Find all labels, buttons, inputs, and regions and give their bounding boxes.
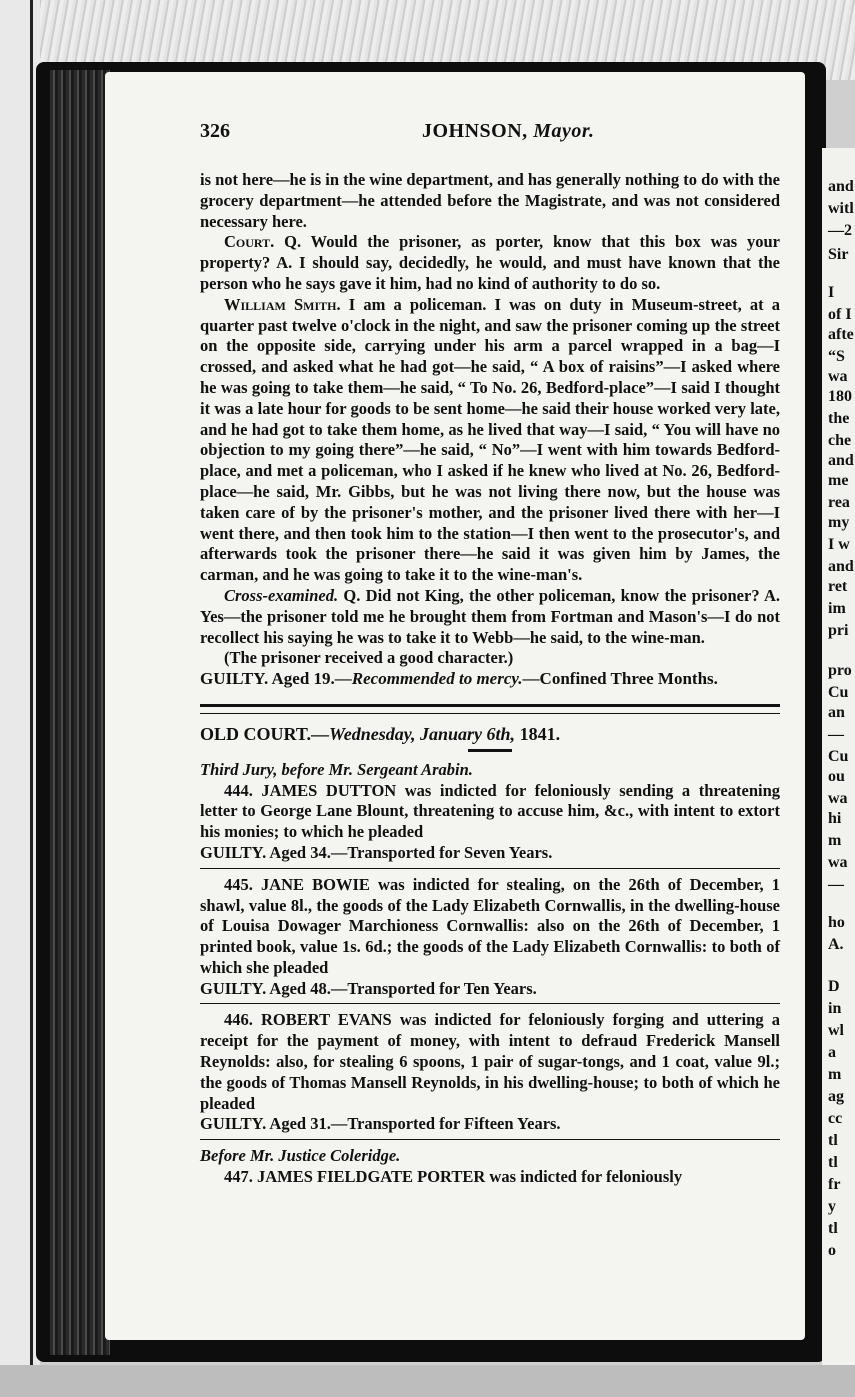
facing-page-fragment: I w [828,536,850,553]
judge-heading: Before Mr. Justice Coleridge. [200,1146,401,1166]
jury-heading: Third Jury, before Mr. Sergeant Arabin. [200,759,473,779]
case-446: 446. ROBERT EVANS was indicted for feloniously forging and uttering a receipt for the payment of money, with intent to defraud Frederick Mansell Reynolds: also, for stealing 6 spoons, 1 pair of sugar-tongs, and 1 coat, value 9l.; the goods of Thomas Mansell Reynolds, in his dwelling-house; to both of which he pleaded [200,1010,780,1113]
case-rule [200,868,780,869]
facing-page-fragment: afte [828,326,854,343]
facing-page-fragment: the [828,410,850,427]
facing-page-fragment: ag [828,1088,844,1105]
facing-page-fragment: im [828,600,846,617]
facing-page-fragment: — [828,726,844,743]
facing-page-fragment: and [828,178,854,195]
verdict-446: GUILTY. Aged 31.—Transported for Fifteen Years. [200,1114,561,1134]
paragraph: Court. Q. Would the prisoner, as porter, know that this box was your property? A. I should say, decidedly, he would, and must have known that the person who he says gave it him, had no kind of authority to do so. [200,232,780,293]
facing-page-fragment: a [828,1044,836,1061]
facing-page-fragment: wa [828,790,848,807]
case-rule [200,1003,780,1004]
page-edges [50,70,110,1355]
facing-page-fragment: Cu [828,684,849,701]
page-number: 326 [200,120,230,142]
facing-page-fragment: 180 [828,388,852,405]
facing-page-fragment: fr [828,1176,841,1193]
scan-bottom [0,1365,855,1397]
facing-page-fragment: wa [828,368,848,385]
paragraph: is not here—he is in the wine department, and has generally nothing to do with the grocery department—he attended before the Magistrate, and was not considered necessary here. [200,170,780,231]
facing-page-fragment: and [828,452,854,469]
facing-page-fragment: —2 [828,222,852,239]
case-rule [200,1139,780,1140]
facing-page-fragment: tl [828,1220,838,1237]
facing-page-fragment: y [828,1198,836,1215]
verdict-445: GUILTY. Aged 48.—Transported for Ten Years. [200,978,537,998]
case-447: 447. JAMES FIELDGATE PORTER was indicted for feloniously [224,1167,683,1187]
facing-page-fragment: my [828,514,850,531]
facing-page-fragment: cc [828,1110,843,1127]
facing-page-fragment: an [828,704,845,721]
case-445: 445. JANE BOWIE was indicted for stealing, on the 26th of December, 1 shawl, value 8l., the goods of the Lady Elizabeth Cornwallis, in the dwelling-house of Louisa Dowager Marchioness Cornwallis: also on the 26th of December, 1 printed book, value 1s. 6d.; the goods of the Lady Elizabeth Cornwallis: to both of which she pleaded [200,874,780,977]
verdict-line: GUILTY. Aged 19.—Recommended to mercy.—Confined Three Months. [200,669,718,689]
scan-margin [0,0,40,1397]
paragraph: Cross-examined. Q. Did not King, the other policeman, know the prisoner? A. Yes—the prisoner told me he brought them from Fortman and Mason's—I do not recollect his saying he was to take it to Webb—he said, to the wine-man. [200,585,780,647]
facing-page-fragment: o [828,1242,836,1259]
running-head: JOHNSON, Mayor. [422,120,595,142]
facing-page-fragment: wa [828,854,848,871]
facing-page-fragment: D [828,978,840,995]
short-rule [468,749,512,752]
facing-page-fragment: che [828,432,852,449]
facing-page-fragment: ou [828,768,845,785]
facing-page-edge [822,148,855,1378]
facing-page-fragment: “S [828,348,845,365]
paragraph: William Smith. I am a policeman. I was on duty in Museum-street, at a quarter past twelve o'clock in the night, and saw the prisoner coming up the street on the opposite side, carrying under his arm a parcel wrapped in a bag—I crossed, and asked what he had got—he said, “ A box of raisins”—I asked where he was going to take them—he said, “ To No. 26, Bedford-place”—I said I thought it was a late hour for goods to be sent home—he said their house worked very late, and he had got to take them home, as he lived that way—I said, “ You will have no objection to my going there”—he said, “ No”—I went with him towards Bedford-place, and met a policeman, who I asked if he knew who lived at No. 26, Bedford-place—he said, Mr. Gibbs, but he was not living there now, but the house was taken care of by the prisoner's mother, and the prisoner lived there with her—I went there, and then took him to the station—I then went to the prosecutor's, and afterwards took the prisoner there—he said it was given him by James, the carman, and he was going to take it to the wine-man's. [200,294,780,585]
facing-page-fragment: wl [828,1022,844,1039]
facing-page-fragment: and [828,558,854,575]
facing-page-fragment: hi [828,810,842,827]
facing-page-fragment: I [828,284,835,301]
verdict-444: GUILTY. Aged 34.—Transported for Seven Years. [200,842,553,862]
facing-page-fragment: in [828,1000,842,1017]
facing-page-fragment: tl [828,1154,838,1171]
facing-page-fragment: Sir [828,246,849,263]
facing-page-fragment: Cu [828,748,849,765]
facing-page-fragment: of I [828,306,852,323]
character-note: (The prisoner received a good character.) [224,648,514,668]
facing-page-fragment: ret [828,578,848,595]
facing-page-fragment: A. [828,936,844,953]
testimony-block [200,170,780,1188]
facing-page-fragment: rea [828,494,850,511]
facing-page-fragment: tl [828,1132,838,1149]
facing-page-fragment: me [828,472,849,489]
case-444: 444. JAMES DUTTON was indicted for feloniously sending a threatening letter to George Lane Blount, threatening to accuse him, &c., with intent to extort his monies; to which he pleaded [200,780,780,842]
court-heading: OLD COURT.—Wednesday, January 6th, 1841. [200,723,561,744]
facing-page-fragment: m [828,1066,842,1083]
facing-page-fragment: — [828,876,844,893]
section-divider [200,704,780,714]
facing-page-fragment: ho [828,914,845,931]
facing-page-fragment: pri [828,622,849,639]
running-header [200,120,800,150]
facing-page-fragment: m [828,832,842,849]
facing-page-fragment: pro [828,662,852,679]
facing-page-fragment: witl [828,200,854,217]
